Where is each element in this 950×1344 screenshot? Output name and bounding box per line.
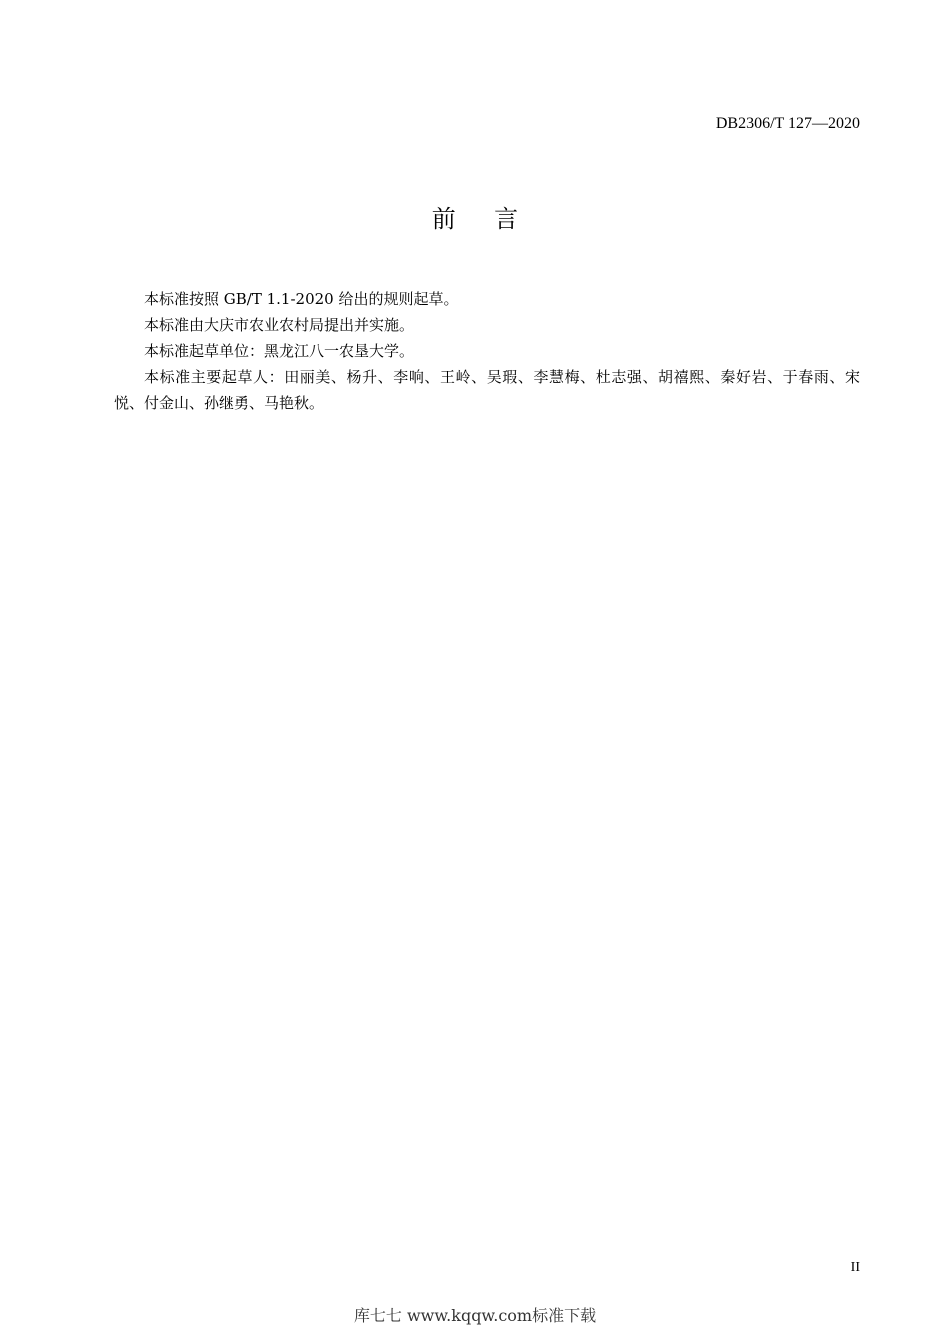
paragraph-drafting-unit: 本标准起草单位：黑龙江八一农垦大学。 <box>144 342 415 360</box>
page-title: 前言 <box>431 205 557 233</box>
paragraph-proposer: 本标准由大庆市农业农村局提出并实施。 <box>144 316 415 334</box>
footer-watermark: 库七七 www.kqqw.com标准下载 <box>353 1306 597 1325</box>
document-code: DB2306/T 127—2020 <box>715 115 860 132</box>
paragraph-drafting-rules: 本标准按照 GB/T 1.1-2020 给出的规则起草。 <box>144 290 459 308</box>
page-number: II <box>850 1260 860 1275</box>
foreword-body <box>114 286 860 416</box>
paragraph-drafters: 本标准主要起草人：田丽美、杨升、李响、王岭、吴瑕、李慧梅、杜志强、胡禧熙、秦好岩、于春雨、宋悦、付金山、孙继勇、马艳秋。 <box>114 368 860 412</box>
